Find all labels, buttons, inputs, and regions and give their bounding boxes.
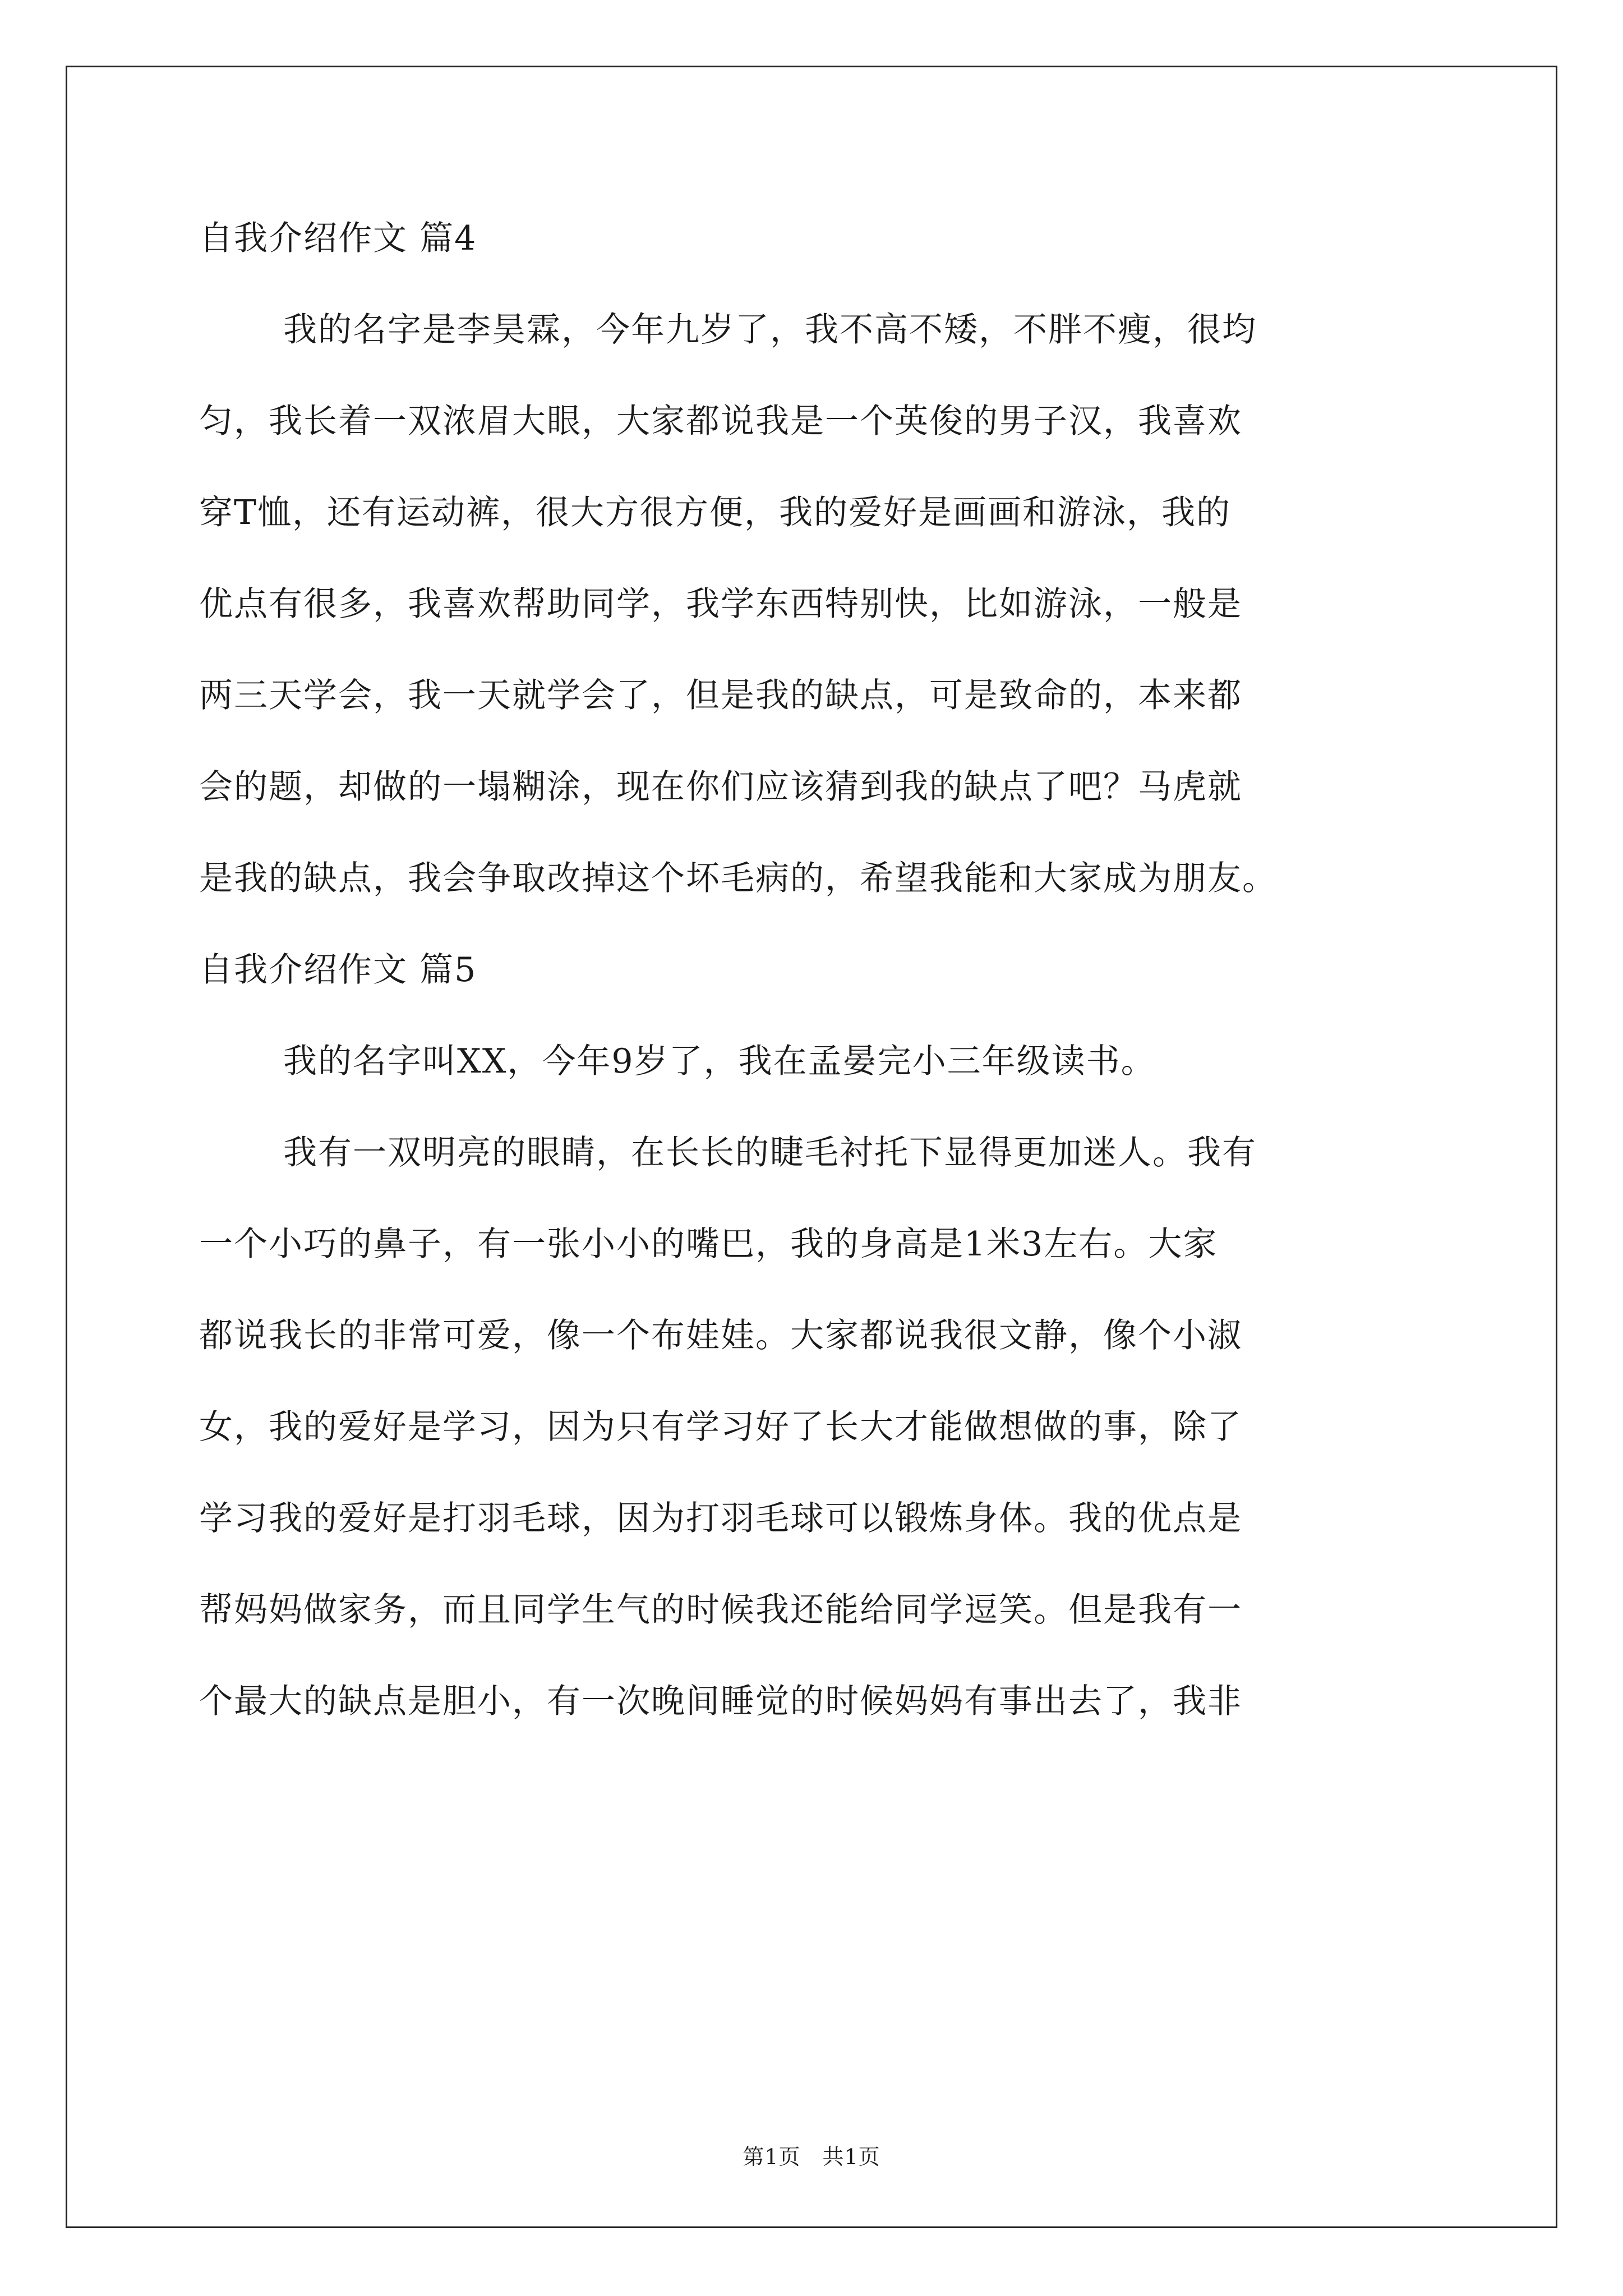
paragraph-line: 女，我的爱好是学习，因为只有学习好了长大才能做想做的事，除了 [199, 1407, 1242, 1447]
paragraph-line: 匀，我长着一双浓眉大眼，大家都说我是一个英俊的男子汉，我喜欢 [199, 402, 1242, 441]
paragraph-line: 一个小巧的鼻子，有一张小小的嘴巴，我的身高是1米3左右。大家 [199, 1225, 1218, 1264]
paragraph-line: 我有一双明亮的眼睛，在长长的睫毛衬托下显得更加迷人。我有 [283, 1133, 1257, 1172]
paragraph-line: 优点有很多，我喜欢帮助同学，我学东西特别快，比如游泳，一般是 [199, 585, 1242, 624]
paragraph-line: 两三天学会，我一天就学会了，但是我的缺点，可是致命的，本来都 [199, 676, 1242, 715]
paragraph-line: 我的名字叫XX，今年9岁了，我在孟晏完小三年级读书。 [283, 1042, 1156, 1081]
paragraph-line: 帮妈妈做家务，而且同学生气的时候我还能给同学逗笑。但是我有一 [199, 1590, 1242, 1630]
paragraph-line: 学习我的爱好是打羽毛球，因为打羽毛球可以锻炼身体。我的优点是 [199, 1499, 1242, 1538]
paragraph-line: 会的题，却做的一塌糊涂，现在你们应该猜到我的缺点了吧？马虎就 [199, 767, 1242, 807]
section-heading: 自我介绍作文 篇5 [199, 950, 477, 990]
paragraph-line: 是我的缺点，我会争取改掉这个坏毛病的，希望我能和大家成为朋友。 [199, 859, 1277, 898]
page-footer: 第1页 共1页 [743, 2145, 880, 2169]
section-heading: 自我介绍作文 篇4 [199, 219, 477, 258]
paragraph-line: 个最大的缺点是胆小，有一次晚间睡觉的时候妈妈有事出去了，我非 [199, 1682, 1242, 1721]
paragraph-line: 都说我长的非常可爱，像一个布娃娃。大家都说我很文静，像个小淑 [199, 1316, 1242, 1355]
paragraph-line: 穿T恤，还有运动裤，很大方很方便，我的爱好是画画和游泳，我的 [199, 493, 1232, 532]
document-body [199, 219, 1427, 1721]
paragraph-line: 我的名字是李昊霖，今年九岁了，我不高不矮，不胖不瘦，很均 [283, 310, 1257, 349]
